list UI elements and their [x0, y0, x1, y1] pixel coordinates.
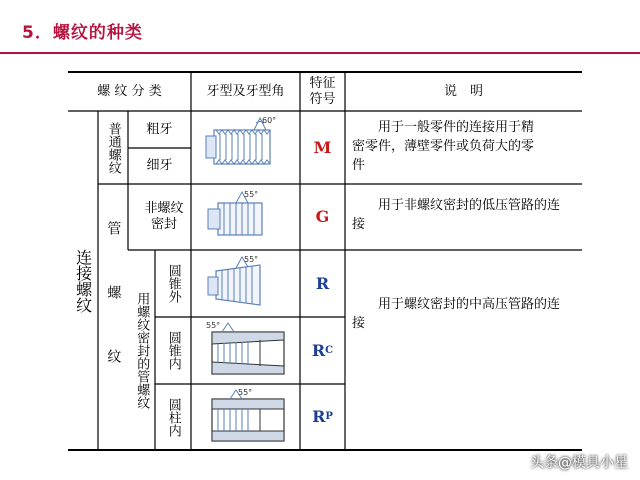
header-profile: 牙型及牙型角	[206, 83, 285, 99]
angle-55-label-g: 55°	[244, 190, 259, 199]
description-r: 用于螺纹密封的中高压管路的连接	[352, 297, 561, 331]
fine-label: 细牙	[146, 158, 173, 174]
angle-60-label: 60°	[262, 116, 277, 125]
symbol-rp	[300, 384, 345, 450]
header-classification: 螺 纹 分 类	[97, 83, 162, 99]
symbol-rp-sub: P	[325, 411, 333, 422]
angle-55-label-rp: 55°	[238, 388, 253, 397]
header-symbol: 特征符号	[309, 75, 336, 107]
r-thread-drawing	[196, 253, 296, 315]
rp-thread-drawing	[196, 387, 296, 449]
sealing-pipe-label: 用螺纹密封的管螺纹	[134, 291, 150, 409]
page-title: 5．螺纹的种类	[22, 23, 143, 43]
symbol-m: M	[313, 137, 332, 157]
angle-55-label-rc: 55°	[206, 321, 221, 330]
pipe-thread-label: 管螺纹	[105, 221, 122, 413]
non-sealing-label: 非螺纹密封	[144, 201, 184, 232]
taper-external-label: 圆锥外	[165, 264, 181, 303]
parallel-internal-label: 圆柱内	[165, 397, 181, 437]
g-thread-drawing	[196, 187, 296, 249]
watermark: 头条@模具小星	[530, 455, 628, 471]
symbol-r: R	[315, 273, 330, 293]
description-g: 用于非螺纹密封的低压管路的连接	[352, 198, 561, 232]
ordinary-thread-label: 普通螺纹	[105, 121, 121, 174]
symbol-rc	[300, 317, 345, 384]
symbol-g: G	[315, 207, 330, 227]
symbol-rc-sub: C	[325, 344, 334, 356]
symbol-rp-main: R	[312, 407, 326, 427]
metric-thread-drawing	[196, 114, 296, 180]
connection-thread-label: 连接螺纹	[73, 248, 93, 313]
symbol-rc-main: R	[311, 340, 326, 360]
coarse-label: 粗牙	[146, 121, 173, 137]
angle-55-label-r: 55°	[244, 255, 259, 264]
header-description: 说 明	[443, 83, 483, 99]
description-m: 用于一般零件的连接用于精密零件，薄壁零件或负荷大的零件	[352, 120, 535, 173]
rc-thread-drawing	[196, 320, 296, 382]
taper-internal-label: 圆锥内	[165, 331, 181, 370]
